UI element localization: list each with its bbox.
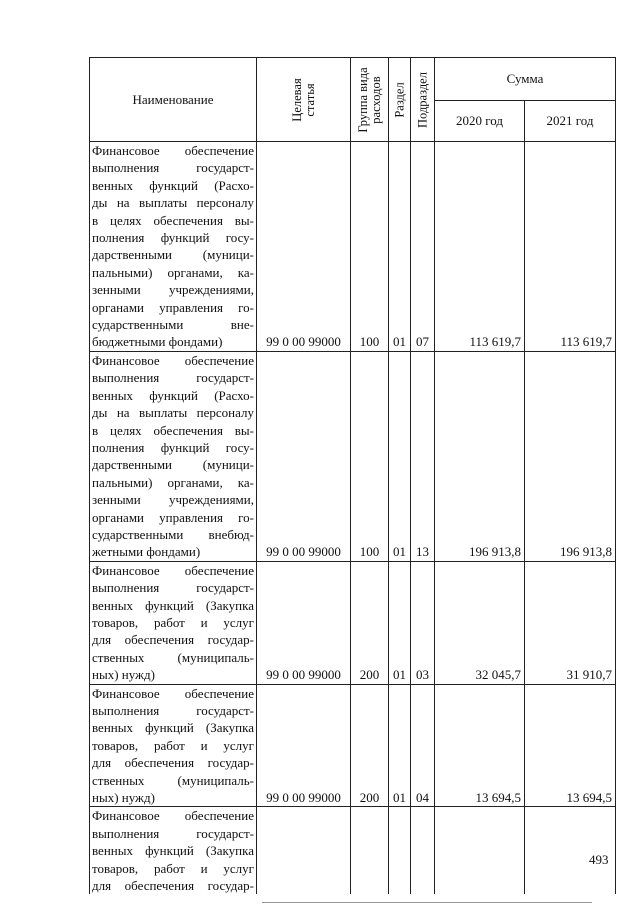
row-name-line: органами управления го- (92, 299, 254, 315)
row-name (90, 561, 257, 684)
row-name (90, 142, 257, 352)
row-subsection (411, 807, 435, 895)
row-name-line: дарственными (муници- (92, 457, 254, 473)
row-section: 01 (389, 561, 411, 684)
row-name-line: выполнения государст- (92, 370, 254, 386)
header-section (389, 58, 411, 142)
row-name-line: Финансовое обеспечение (92, 808, 254, 824)
row-name-line: в целях обеспечения вы- (92, 422, 254, 438)
row-name-line: Финансовое обеспечение (92, 685, 254, 701)
header-sum: Сумма (435, 58, 616, 101)
row-subsection: 04 (411, 684, 435, 807)
row-target-article (257, 807, 351, 895)
row-name-line: венных функций (Закупка (92, 843, 254, 859)
header-year-2021: 2021 год (525, 101, 616, 142)
header-section-label: Раздел (392, 81, 406, 118)
row-sum-2020 (435, 807, 525, 895)
row-name-line: ды на выплаты персоналу (92, 405, 254, 421)
row-name-line: ды на выплаты персоналу (92, 195, 254, 211)
row-name-line: ственных (муниципаль- (92, 649, 254, 665)
row-name-line: выполнения государст- (92, 160, 254, 176)
row-expense-group: 200 (351, 684, 389, 807)
row-name-line: выполнения государст- (92, 580, 254, 596)
header-target-article (257, 58, 351, 142)
row-name-line: для обеспечения государ- (92, 755, 254, 771)
row-name-line: сударственными вне- (92, 317, 254, 333)
row-sum-2020: 196 913,8 (435, 351, 525, 561)
row-name-line: зенными учреждениями, (92, 492, 254, 508)
row-section (389, 807, 411, 895)
row-expense-group (351, 807, 389, 895)
page-number: 493 (589, 852, 609, 867)
row-name-line: ных) нужд) (92, 790, 155, 806)
row-name-line: ственных (муниципаль- (92, 772, 254, 788)
row-name-line: в целях обеспечения вы- (92, 212, 254, 228)
row-name-line: зенными учреждениями, (92, 282, 254, 298)
header-expense-group-label: Группа вида расходов (355, 66, 383, 133)
table-row (90, 807, 616, 895)
row-sum-2021: 196 913,8 (525, 351, 616, 561)
row-name-line: для обеспечения государ- (92, 878, 254, 894)
row-name-line: дарственными (муници- (92, 247, 254, 263)
row-name-line: пальными) органами, ка- (92, 474, 254, 490)
row-name (90, 684, 257, 807)
table-row (90, 561, 616, 684)
budget-table (89, 57, 616, 894)
table-body (90, 142, 616, 895)
row-sum-2021: 113 619,7 (525, 142, 616, 352)
row-target-article: 99 0 00 99000 (257, 561, 351, 684)
row-name-line: органами управления го- (92, 509, 254, 525)
scan-artifact-line (262, 902, 592, 903)
row-name-line: товаров, работ и услуг (92, 860, 254, 876)
row-name (90, 351, 257, 561)
row-name-line: венных функций (Расхо- (92, 177, 254, 193)
row-sum-2021: 13 694,5 (525, 684, 616, 807)
row-section: 01 (389, 142, 411, 352)
row-name-line: Финансовое обеспечение (92, 352, 254, 368)
table-row (90, 684, 616, 807)
header-expense-group (351, 58, 389, 142)
row-name-line: выполнения государст- (92, 703, 254, 718)
row-name-line: для обеспечения государ- (92, 632, 254, 648)
table-row (90, 142, 616, 352)
row-name-line: выполнения государст- (92, 825, 254, 841)
row-target-article: 99 0 00 99000 (257, 351, 351, 561)
row-sum-2021: 31 910,7 (525, 561, 616, 684)
row-name-line: полнения функций госу- (92, 439, 254, 455)
row-section: 01 (389, 351, 411, 561)
row-expense-group: 200 (351, 561, 389, 684)
row-name-line: венных функций (Закупка (92, 597, 254, 613)
row-name-line: товаров, работ и услуг (92, 614, 254, 630)
row-sum-2020: 13 694,5 (435, 684, 525, 807)
row-name-line: жетными фондами) (92, 544, 201, 560)
row-name-line: ных) нужд) (92, 667, 155, 683)
row-name-line: товаров, работ и услуг (92, 737, 254, 753)
row-name-line: сударственными внебюд- (92, 526, 254, 542)
row-name-line: венных функций (Закупка (92, 720, 254, 736)
row-name-line: бюджетными фондами) (92, 334, 223, 350)
row-target-article: 99 0 00 99000 (257, 142, 351, 352)
row-sum-2020: 32 045,7 (435, 561, 525, 684)
table-row (90, 351, 616, 561)
row-name-line: венных функций (Расхо- (92, 387, 254, 403)
header-name: Наименование (90, 58, 257, 142)
row-expense-group: 100 (351, 351, 389, 561)
row-subsection: 13 (411, 351, 435, 561)
row-name-line: полнения функций госу- (92, 230, 254, 246)
row-sum-2020: 113 619,7 (435, 142, 525, 352)
row-name (90, 807, 257, 895)
row-section: 01 (389, 684, 411, 807)
header-target-article-label: Целевая статья (289, 77, 317, 122)
row-expense-group: 100 (351, 142, 389, 352)
row-subsection: 07 (411, 142, 435, 352)
row-target-article: 99 0 00 99000 (257, 684, 351, 807)
header-year-2020: 2020 год (435, 101, 525, 142)
header-subsection-label: Подраздел (415, 71, 429, 128)
row-name-line: пальными) органами, ка- (92, 264, 254, 280)
row-name-line: Финансовое обеспечение (92, 562, 254, 578)
header-subsection (411, 58, 435, 142)
row-subsection: 03 (411, 561, 435, 684)
row-sum-2021 (525, 807, 616, 895)
row-name-line: Финансовое обеспечение (92, 143, 254, 158)
